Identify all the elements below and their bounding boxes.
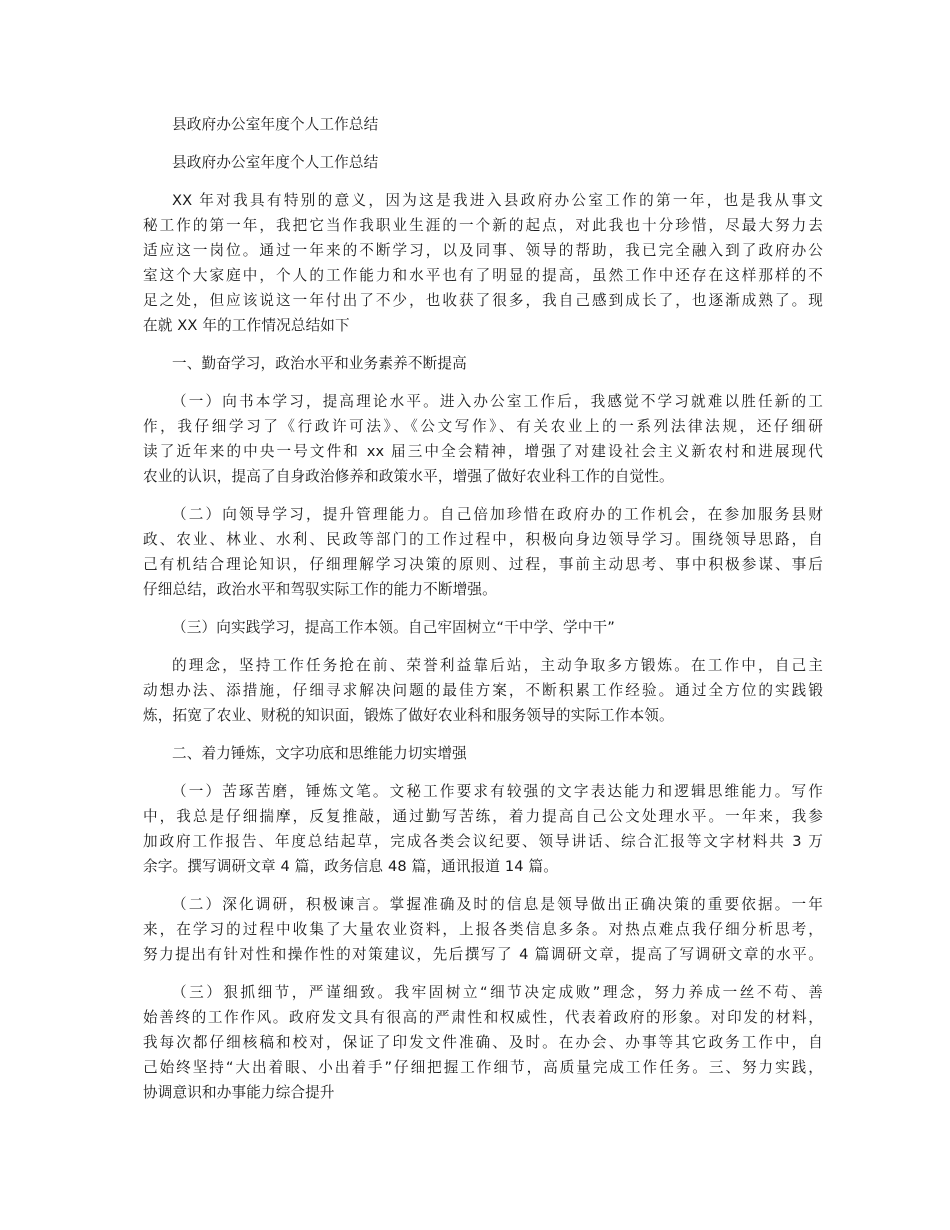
document-subtitle: 县政府办公室年度个人工作总结 (172, 154, 379, 171)
paragraph-line: （一）苦琢苦磨，锤炼文笔。文秘工作要求有较强的文字表达能力和逻辑思维能力。写作 (172, 783, 823, 800)
section-heading: 二、着力锤炼，文字功底和思维能力切实增强 (172, 745, 467, 762)
paragraph-leader-learning (143, 502, 823, 602)
paragraph-line: 加政府工作报告、年度总结起草，完成各类会议纪要、领导讲话、综合汇报等文字材料共 3 万 (143, 833, 823, 850)
paragraph-practice-first-line: （三）向实践学习，提高工作本领。自己牢固树立“干中学、学中干” (172, 619, 615, 636)
document-body (143, 112, 823, 1105)
document-title: 县政府办公室年度个人工作总结 (172, 116, 379, 133)
paragraph-research (143, 892, 823, 967)
paragraph-line: （二）向领导学习，提升管理能力。自己倍加珍惜在政府办的工作机会，在参加服务县财 (172, 506, 823, 523)
paragraph-line: 仔细总结，政治水平和驾驭实际工作的能力不断增强。 (143, 581, 497, 598)
paragraph-line: 中，我总是仔细揣摩，反复推敲，通过勤写苦练，着力提高自己公文处理水平。一年来，我参 (143, 808, 823, 825)
paragraph-line: 秘工作的第一年，我把它当作我职业生涯的一个新的起点，对此我也十分珍惜，尽最大努力去 (143, 217, 823, 234)
paragraph-line: 我每次都仔细核稿和校对，保证了印发文件准确、及时。在办会、办事等其它政务工作中，自 (143, 1034, 823, 1051)
paragraph-line: （二）深化调研，积极谏言。掌握准确及时的信息是领导做出正确决策的重要依据。一年 (172, 896, 823, 913)
paragraph-line: XX 年对我具有特别的意义，因为这是我进入县政府办公室工作的第一年，也是我从事文 (172, 192, 823, 209)
paragraph-line: 在就 XX 年的工作情况总结如下 (143, 317, 350, 334)
paragraph-line: （一）向书本学习，提高理论水平。进入办公室工作后，我感觉不学习就难以胜任新的工 (172, 393, 823, 410)
paragraph-line: 读了近年来的中央一号文件和 xx 届三中全会精神，增强了对建设社会主义新农村和进展现代 (143, 443, 823, 460)
paragraph-details (143, 980, 823, 1105)
paragraph-line: 努力提出有针对性和操作性的对策建议，先后撰写了 4 篇调研文章，提高了写调研文章的水平。 (143, 946, 823, 963)
intro-paragraph (143, 188, 823, 338)
paragraph-line: 足之处，但应该说这一年付出了不少，也收获了很多，我自己感到成长了，也逐渐成熟了。现 (143, 292, 823, 309)
section-heading: 一、勤奋学习，政治水平和业务素养不断提高 (172, 355, 467, 372)
paragraph-line: 的理念，坚持工作任务抢在前、荣誉利益靠后站，主动争取多方锻炼。在工作中，自己主 (172, 657, 823, 674)
paragraph-practice-learning (143, 653, 823, 728)
paragraph-line: 作，我仔细学习了《行政许可法》、《公文写作》、有关农业上的一系列法律法规，还仔细研 (143, 418, 823, 435)
paragraph-line: 协调意识和办事能力综合提升 (143, 1084, 335, 1101)
paragraph-line: 室这个大家庭中，个人的工作能力和水平也有了明显的提高，虽然工作中还存在这样那样的不 (143, 267, 823, 284)
paragraph-line: 炼，拓宽了农业、财税的知识面，锻炼了做好农业科和服务领导的实际工作本领。 (143, 707, 674, 724)
paragraph-writing (143, 779, 823, 879)
paragraph-line: 政、农业、林业、水利、民政等部门的工作过程中，积极向身边领导学习。围绕领导思路，自 (143, 531, 823, 548)
paragraph-line: 农业的认识，提高了自身政治修养和政策水平，增强了做好农业科工作的自觉性。 (143, 468, 674, 485)
paragraph-line: 始善终的工作作风。政府发文具有很高的严肃性和权威性，代表着政府的形象。对印发的材料， (143, 1009, 823, 1026)
paragraph-line: 动想办法、添措施，仔细寻求解决问题的最佳方案，不断积累工作经验。通过全方位的实践锻 (143, 682, 823, 699)
paragraph-line: 适应这一岗位。通过一年来的不断学习，以及同事、领导的帮助，我已完全融入到了政府办公 (143, 242, 823, 259)
paragraph-line: 己始终坚持“大出着眼、小出着手”仔细把握工作细节，高质量完成工作任务。三、努力实践， (143, 1059, 823, 1076)
paragraph-line: 来，在学习的过程中收集了大量农业资料，上报各类信息多条。对热点难点我仔细分析思考， (143, 921, 823, 938)
paragraph-line: 余字。撰写调研文章 4 篇，政务信息 48 篇，通讯报道 14 篇。 (143, 858, 559, 875)
paragraph-book-learning (143, 389, 823, 489)
paragraph-line: 己有机结合理论知识，仔细理解学习决策的原则、过程，事前主动思考、事中积极参谋、事后 (143, 556, 823, 573)
paragraph-line: （三）狠抓细节，严谨细致。我牢固树立“细节决定成败”理念，努力养成一丝不苟、善 (172, 984, 823, 1001)
